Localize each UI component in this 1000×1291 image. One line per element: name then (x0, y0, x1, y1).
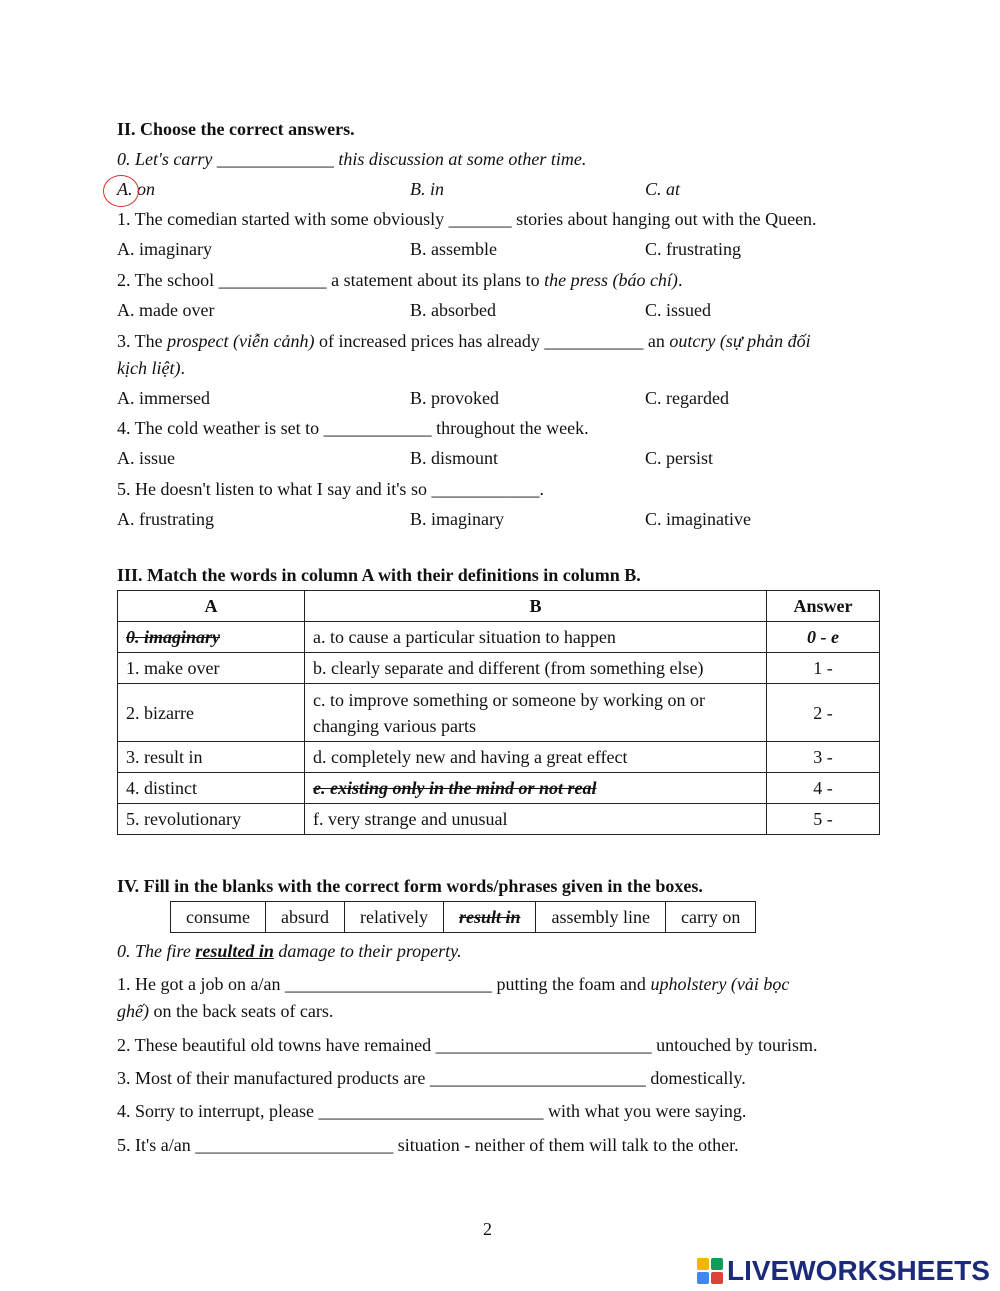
q1-option-c[interactable]: C. frustrating (645, 239, 741, 259)
question-1: 1. The comedian started with some obviously _______ stories about hanging out with the Queen. (117, 209, 817, 229)
section-2-heading: II. Choose the correct answers. (117, 119, 355, 139)
row4-definition: e. existing only in the mind or not real (305, 773, 767, 804)
header-b: B (305, 591, 767, 622)
q2-post: . (677, 270, 683, 290)
example-option-c: C. at (645, 179, 681, 199)
fill-q1-italic: upholstery (vải bọc (650, 974, 790, 994)
page-number: 2 (483, 1219, 492, 1239)
fill-example-pre: 0. The fire (117, 941, 196, 961)
q2-option-c[interactable]: C. issued (645, 300, 712, 320)
question-5: 5. He doesn't listen to what I say and it's so ____________. (117, 479, 544, 499)
fill-question-1-line2 (117, 1000, 333, 1022)
word-box (170, 901, 756, 933)
liveworksheets-logo[interactable]: LIVEWORKSHEETS (727, 1255, 990, 1286)
fill-example (117, 940, 462, 962)
q3-p1: 3. The (117, 331, 168, 351)
word-assembly-line: assembly line (536, 902, 665, 933)
fill-q1-italic2: ghế) (117, 1001, 149, 1021)
q4-option-c[interactable]: C. persist (645, 448, 714, 468)
table-header-row (118, 591, 880, 622)
example-option-b: B. in (410, 179, 444, 199)
fill-question-3: 3. Most of their manufactured products are ________________________ domestically. (117, 1068, 746, 1088)
question-2 (117, 269, 682, 291)
q2-option-a[interactable]: A. made over (117, 300, 215, 320)
q4-option-b[interactable]: B. dismount (410, 448, 499, 468)
table-row (118, 684, 880, 742)
q3-i2: outcry (sự phản đối (669, 331, 811, 351)
q3-p2: of increased prices has already ___________ an (314, 331, 670, 351)
header-a: A (118, 591, 305, 622)
row2-definition (305, 684, 767, 742)
q2-text: 2. The school ____________ a statement about its plans to (117, 270, 545, 290)
q3-i1: prospect (viễn cảnh) (167, 331, 315, 351)
row1-definition: b. clearly separate and different (from something else) (305, 653, 767, 684)
row2-word: 2. bizarre (118, 684, 305, 742)
row4-answer[interactable]: 4 - (767, 773, 880, 804)
question-4: 4. The cold weather is set to ____________ throughout the week. (117, 418, 589, 438)
match-table (117, 590, 880, 835)
q3-option-a[interactable]: A. immersed (117, 388, 210, 408)
row5-answer[interactable]: 5 - (767, 804, 880, 835)
word-result-in: result in (443, 902, 536, 933)
example-question: 0. Let's carry _____________ this discussion at some other time. (117, 149, 587, 169)
row1-word: 1. make over (118, 653, 305, 684)
liveworksheets-logo-icon (697, 1258, 723, 1284)
q3-option-b[interactable]: B. provoked (410, 388, 499, 408)
row5-definition: f. very strange and unusual (305, 804, 767, 835)
table-row (118, 742, 880, 773)
q3-p3: . (180, 358, 185, 378)
row3-definition: d. completely new and having a great effect (305, 742, 767, 773)
fill-question-4: 4. Sorry to interrupt, please _________________________ with what you were saying. (117, 1101, 747, 1121)
word-carry-on: carry on (665, 902, 755, 933)
row0-word: 0. imaginary (118, 622, 305, 653)
row2-definition-line2: changing various parts (313, 715, 476, 736)
fill-question-1 (117, 973, 789, 995)
fill-example-post: damage to their property. (273, 941, 462, 961)
row3-word: 3. result in (118, 742, 305, 773)
q3-option-c[interactable]: C. regarded (645, 388, 729, 408)
section-3-heading: III. Match the words in column A with their definitions in column B. (117, 565, 641, 585)
header-answer: Answer (767, 591, 880, 622)
word-relatively: relatively (344, 902, 443, 933)
word-consume: consume (171, 902, 266, 933)
table-row (118, 653, 880, 684)
row3-answer[interactable]: 3 - (767, 742, 880, 773)
q1-option-a[interactable]: A. imaginary (117, 239, 212, 259)
row0-definition: a. to cause a particular situation to happen (305, 622, 767, 653)
section-4-heading: IV. Fill in the blanks with the correct form words/phrases given in the boxes. (117, 876, 703, 896)
fill-example-answer: resulted in (195, 941, 274, 961)
row5-word: 5. revolutionary (118, 804, 305, 835)
table-row (118, 804, 880, 835)
q2-italic: the press (báo chí) (544, 270, 678, 290)
question-3 (117, 330, 811, 352)
row4-word: 4. distinct (118, 773, 305, 804)
row2-answer[interactable]: 2 - (767, 684, 880, 742)
row1-answer[interactable]: 1 - (767, 653, 880, 684)
example-option-a: A. on (117, 179, 155, 199)
row2-definition-line1: c. to improve something or someone by working on or (313, 689, 705, 710)
q5-option-c[interactable]: C. imaginative (645, 509, 751, 529)
q1-option-b[interactable]: B. assemble (410, 239, 497, 259)
fill-question-5: 5. It's a/an ______________________ situation - neither of them will talk to the other. (117, 1135, 739, 1155)
word-absurd: absurd (265, 902, 344, 933)
row0-answer: 0 - e (767, 622, 880, 653)
question-3-line2 (117, 357, 185, 379)
fill-question-2: 2. These beautiful old towns have remained ________________________ untouched by tourism. (117, 1035, 818, 1055)
q4-option-a[interactable]: A. issue (117, 448, 175, 468)
fill-q1-pre: 1. He got a job on a/an _______________________ putting the foam and (117, 974, 651, 994)
q2-option-b[interactable]: B. absorbed (410, 300, 496, 320)
q3-i3: kịch liệt) (117, 358, 181, 378)
q5-option-a[interactable]: A. frustrating (117, 509, 214, 529)
fill-q1-post: on the back seats of cars. (148, 1001, 334, 1021)
answer-circle-mark (103, 175, 139, 207)
table-row (118, 773, 880, 804)
table-row (118, 622, 880, 653)
q5-option-b[interactable]: B. imaginary (410, 509, 504, 529)
